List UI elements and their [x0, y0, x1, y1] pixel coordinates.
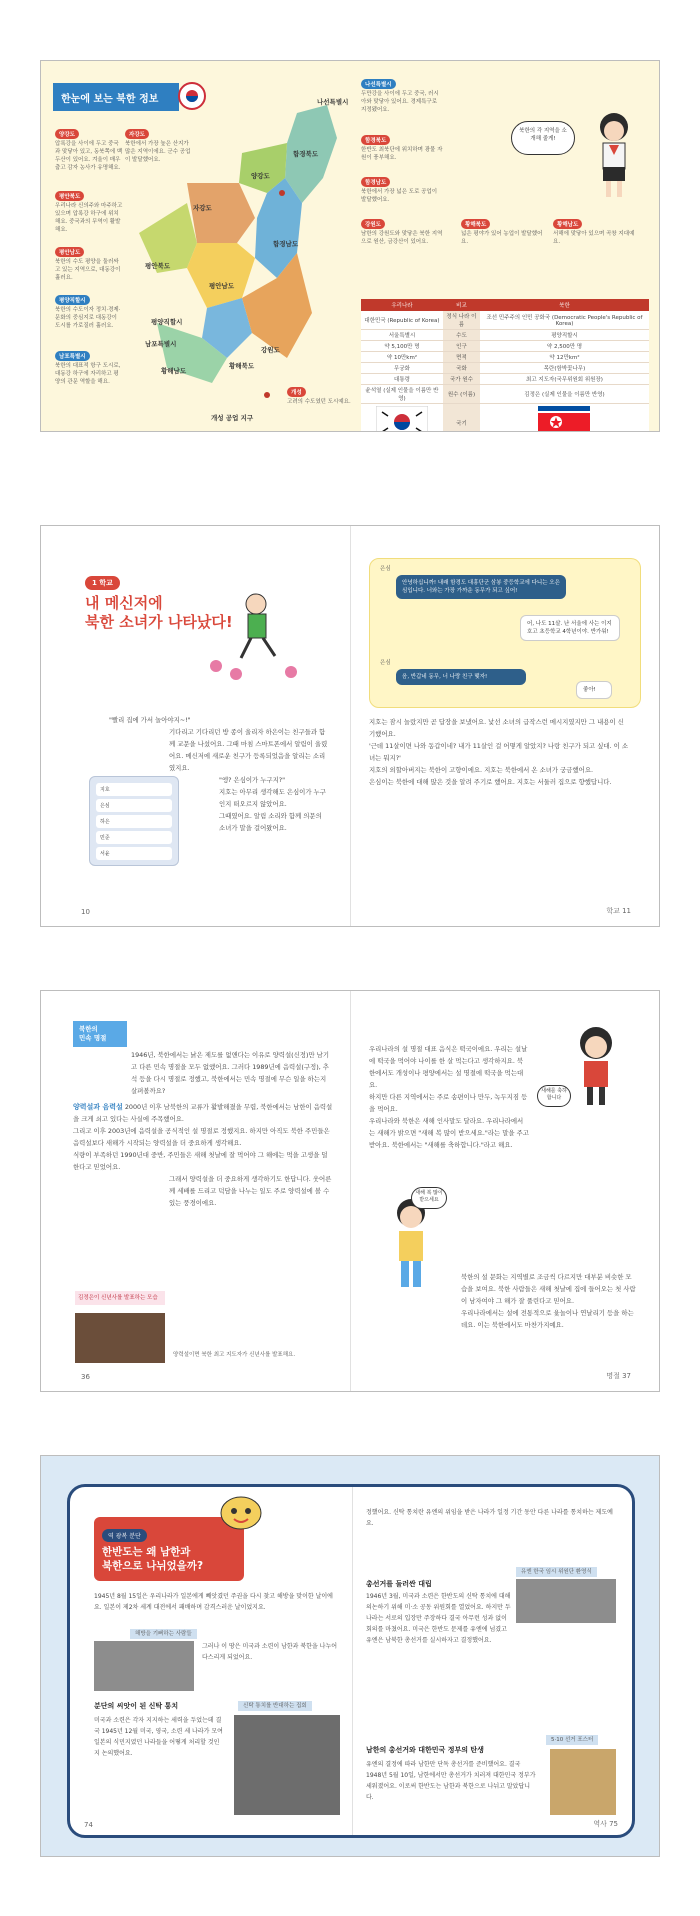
mascot-icon — [216, 1491, 266, 1531]
note-kangwon — [361, 211, 443, 246]
page-37 — [351, 991, 660, 1391]
page-10 — [41, 526, 351, 926]
article-text-right-lower — [461, 1271, 637, 1331]
note-tag: 평안북도 — [55, 191, 84, 201]
sub-heading: 남한의 총선거와 대한민국 정부의 탄생 — [366, 1746, 484, 1754]
paragraph: 지호는 잠시 놀랐지만 곧 답장을 보냈어요. 낯선 소녀의 급작스런 메시지였지만 그 내용이 신기했어요. — [369, 718, 624, 738]
book-frame — [67, 1484, 635, 1838]
map-label: 평양직할시 — [151, 318, 183, 326]
table-cell: 약 10만km² — [361, 352, 443, 363]
table-cell: 무궁화 — [361, 363, 443, 374]
page-36 — [41, 991, 351, 1391]
phone-screen — [89, 776, 179, 866]
table-row — [361, 385, 649, 404]
speech-photo — [75, 1313, 165, 1363]
table-cell: 원수 (이름) — [443, 385, 480, 404]
note-tag: 개성 — [287, 387, 306, 397]
paragraph: 2000년 이후 남북한의 교류가 활발해졌을 무렵, 북한에서는 남한이 음력설을 크게 쇠고 있다는 사실에 주목했어요. — [73, 1103, 333, 1123]
page-number: 명절 37 — [606, 1372, 631, 1380]
table-cell: 국화 — [443, 363, 480, 374]
note-pyongbuk — [55, 183, 123, 234]
note-tag: 강원도 — [361, 219, 385, 229]
section-tag-line1: 북한의 — [79, 1025, 98, 1033]
section-title-line1: 한반도는 왜 남한과 — [102, 1546, 191, 1558]
table-cell: 최고 지도자(국무위원회 위원장) — [480, 374, 649, 385]
paragraph: 유엔의 결정에 따라 남한만 단독 총선거를 준비했어요. 결국 1948년 5월 10일, 남한에서만 총선거가 치러져 대한민국 정부가 세워졌어요. 이로써 한반도는 남한과 북한으로 나뉘고 말았답니다. — [366, 1761, 536, 1801]
table-header-row — [361, 299, 649, 311]
caption: 유엔 한국 임시 위원단 환영식 — [516, 1567, 597, 1577]
map-label: 함경북도 — [293, 150, 319, 158]
map-label: 평안북도 — [145, 262, 171, 270]
note-text: 남한의 강원도와 맞닿은 북한 지역으로 원산, 금강산이 있어요. — [361, 231, 443, 245]
phone-list-item: 지호 — [96, 783, 172, 796]
spread-north-korea-info — [40, 60, 660, 432]
paragraph: 지호의 외할아버지는 북한이 고향이에요. 지호는 북한에서 온 소녀가 궁금했어요. — [369, 766, 594, 774]
speech-bubble: 북한의 각 지역을 소개해 줄게! — [511, 121, 575, 155]
table-row — [361, 374, 649, 385]
note-text: 두만강을 사이에 두고 중국, 러시아와 맞닿아 있어요. 경제특구로 지정됐어요. — [361, 91, 439, 113]
note-text: 넓은 평야가 있어 농업이 발달했어요. — [461, 231, 543, 245]
note-tag: 남포특별시 — [55, 351, 90, 361]
chat-sender: 은심 — [380, 566, 391, 572]
note-text: 압록강을 사이에 두고 중국과 맞닿아 있고, 동북쪽에 백두산이 있어요. 겨울이 매우 춥고 감자 농사가 유명해요. — [55, 141, 123, 171]
note-tag: 함경남도 — [361, 177, 390, 187]
kaesong-marker-icon — [264, 392, 270, 398]
intro-text-2: 그러나 이 땅은 미국과 소련이 남한과 북한을 나누어 다스리게 되었어요. — [202, 1643, 338, 1661]
note-nampo — [55, 343, 123, 386]
page-number: 74 — [84, 1821, 93, 1829]
note-tag: 황해북도 — [461, 219, 490, 229]
chat-bubble: 안녕하십니까! 내래 함경도 대흥단군 삼봉 중등학교에 다니는 오은심입니다. 너와는 가장 가까운 동무가 되고 싶어! — [396, 575, 566, 599]
caption: 신탁 통치를 반대하는 집회 — [238, 1701, 312, 1711]
comparison-table — [361, 299, 649, 432]
sub-heading: 양력설과 음력설 — [73, 1103, 123, 1111]
pink-note: 김정은이 신년사를 발표하는 모습 — [75, 1291, 165, 1305]
table-header: 비교 — [443, 299, 480, 311]
note-tag: 나선특별시 — [361, 79, 396, 89]
table-row-flags — [361, 404, 649, 433]
map-label: 남포특별시 — [145, 340, 177, 348]
note-text: 북한의 수도이자 정치·경제·문화의 중심지로 대동강이 도시를 가로질러 흘러요. — [55, 307, 121, 329]
note-kaesong — [287, 379, 357, 406]
table-cell: 인구 — [443, 341, 480, 352]
paragraph: 우리나라에서는 설에 전통적으로 윷놀이나 연날리기 등을 하는데요. 이는 북한에서도 마찬가지예요. — [461, 1309, 634, 1329]
chat-bubble: 음, 반갑네 동무, 너 나랑 친구 맺자! — [396, 669, 526, 685]
paragraph: 1946년 3월, 미국과 소련은 한반도의 신탁 통치에 대해 의논하기 위해 미·소 공동 위원회를 열었어요. 하지만 두 나라는 서로의 입장만 주장하다 결국 아무런 성과 없이 회의를 마쳤어요. 미국은 한반도 문제를 유엔에 넘겼고 유엔은 남북한 총선거를 실시하자고 결정했어요. — [366, 1593, 511, 1644]
table-cell: 국기 — [443, 404, 480, 433]
note-tag: 함경북도 — [361, 135, 390, 145]
table-cell: 조선 민주주의 인민 공화국 (Democratic People's Republic of Korea) — [480, 311, 649, 330]
section-badge: 역 광복 분단 — [102, 1529, 147, 1542]
phone-list-item: 민준 — [96, 831, 172, 844]
chat-bubble: 어, 나도 11살. 난 서울에 사는 이지호고 초등학교 4학년이야. 반가워! — [520, 615, 620, 641]
map-label: 나선특별시 — [317, 98, 349, 106]
map-label: 자강도 — [193, 204, 212, 212]
note-rason — [361, 71, 443, 114]
note-tag: 평안남도 — [55, 247, 84, 257]
map-label: 개성 공업 지구 — [211, 414, 254, 422]
note-pyongyang — [55, 287, 123, 330]
article-text-left — [73, 1049, 333, 1209]
table-cell: 약 2,500만 명 — [480, 341, 649, 352]
paragraph: 정했어요. 신탁 통치란 유엔의 위임을 받은 나라가 일정 기간 동안 다른 나라를 통치하는 제도예요. — [366, 1509, 613, 1527]
paragraph: 지호는 아무리 생각해도 은심이가 누구인지 떠오르지 않았어요. — [219, 788, 326, 808]
north-korea-flag-cell — [480, 404, 649, 433]
note-text: 고려의 수도였던 도시예요. — [287, 399, 351, 405]
map-label: 양강도 — [251, 172, 270, 180]
paragraph: 미국과 소련은 각자 지지하는 세력을 두었는데 결국 1945년 12월 미국, 영국, 소련 세 나라가 모여 일본의 식민지였던 나라들을 어떻게 처리할 것인지 논의했어요. — [94, 1717, 223, 1757]
map-label: 함경남도 — [273, 240, 299, 248]
table-header: 우리나라 — [361, 299, 443, 311]
note-text: 북한의 수도 평양을 둘러싸고 있는 지역으로, 대동강이 흘러요. — [55, 259, 121, 281]
map-label: 황해북도 — [229, 362, 255, 370]
caption: 5·10 선거 포스터 — [546, 1735, 598, 1745]
chapter-chip: 1 학교 — [85, 576, 120, 590]
spread-holiday — [40, 990, 660, 1392]
running-boy-illustration — [201, 586, 311, 686]
table-cell: 김정은 (실제 인물을 이름만 반영) — [480, 385, 649, 404]
phone-list-item: 서윤 — [96, 847, 172, 860]
page-number: 역사 75 — [593, 1820, 618, 1828]
south-korea-flag-cell — [361, 404, 443, 433]
north-korea-flag-icon — [538, 406, 590, 433]
map-label: 황해남도 — [161, 367, 187, 375]
region-jagang — [187, 183, 255, 243]
chapter-title-line1: 내 메신저에 — [85, 594, 163, 612]
page-fold — [352, 1487, 353, 1835]
election-poster-photo — [550, 1749, 616, 1815]
paragraph: 기다리고 기다리던 방 종이 울리자 하은이는 친구들과 함께 교문을 나섰어요. 그때 마침 스마트폰에서 알림이 울렸어요. 메신저에 새로운 친구가 등록되었음을 알리는 소리였지요. — [169, 728, 328, 772]
table-cell: 윤석열 (실제 인물을 이름만 반영) — [361, 385, 443, 404]
page-11 — [351, 526, 660, 926]
paragraph: 하지만 다른 지역에서는 주로 송편이나 만두, 녹두지짐 등을 먹어요. — [369, 1093, 528, 1113]
table-cell: 약 12만km² — [480, 352, 649, 363]
chat-sender: 은심 — [380, 660, 391, 666]
sub-heading: 총선거를 둘러싼 대립 — [366, 1580, 432, 1588]
note-text: 북한에서 가장 높은 산지가 많은 지역이에요. 군수 공업이 발달했어요. — [125, 141, 191, 163]
paragraph: 1946년, 북한에서는 낡은 제도를 없앤다는 이유로 양력설(신정)만 남기고 다른 민속 명절을 모두 없앴어요. 그러다 1989년에 음력설(구정), 추석 등을 다시 명절로 정했고, 북한에서는 민속 명절에 무슨 일을 하는지 살펴볼까요? — [131, 1051, 330, 1095]
intro-text: 1945년 8월 15일은 우리나라가 일본에게 빼앗겼던 주권을 다시 찾고 해방을 맞이한 날이에요. 일본이 제2차 세계 대전에서 패배하며 감격스러운 날이었지요. — [94, 1593, 333, 1611]
table-cell: 대한민국 (Republic of Korea) — [361, 311, 443, 330]
map-label: 강원도 — [261, 346, 280, 354]
table-header: 북한 — [480, 299, 649, 311]
spread-school — [40, 525, 660, 927]
table-cell: 면적 — [443, 352, 480, 363]
table-cell: 수도 — [443, 330, 480, 341]
note-hwangbuk — [461, 211, 543, 246]
note-text: 북한에서 가장 넓은 도로 공업이 발달했어요. — [361, 189, 438, 203]
guide-girl-illustration — [581, 107, 647, 201]
table-row — [361, 341, 649, 352]
phone-list-item: 하은 — [96, 815, 172, 828]
speech-bubble: 새해를 축하합니다 — [537, 1085, 571, 1107]
paragraph: 우리나라의 설 명절 대표 음식은 떡국이에요. 우리는 설날에 떡국을 먹어야 나이를 한 살 먹는다고 생각하지요. 북한에서도 개성이나 평양에서는 설 명절에 떡국을 먹는대요. — [369, 1045, 528, 1089]
story-text-right — [369, 716, 629, 788]
paragraph: 북한의 설 문화는 지역별로 조금씩 다르지만 대부분 비슷한 모습을 보여요. 북한 사람들은 새해 첫날에 집에 들어오는 첫 사람이 남자여야 그 해가 잘 풀린다고 믿어요. — [461, 1273, 636, 1305]
note-text: 북한의 대표적 항구 도시로, 대동강 하구에 자리하고 평양의 관문 역할을 해요. — [55, 363, 121, 385]
table-cell: 약 5,100만 명 — [361, 341, 443, 352]
note-text: 서해에 맞닿아 있으며 곡창 지대예요. — [553, 231, 635, 245]
note-tag: 자강도 — [125, 129, 149, 139]
table-cell: 목란(함박꽃나무) — [480, 363, 649, 374]
chapter-title-line2: 북한 소녀가 나타났다! — [85, 613, 233, 631]
page-number: 36 — [81, 1373, 90, 1381]
paragraph: "빨리 집에 가서 놀아야지~!" — [109, 716, 191, 724]
article-text-right — [369, 1043, 529, 1151]
speech-bubble: 새해 복 많이 받으세요 — [411, 1187, 447, 1209]
table-cell: 서울특별시 — [361, 330, 443, 341]
liberation-photo — [94, 1641, 194, 1691]
paragraph: '근데 11살이면 나와 동갑이네? 내가 11살인 걸 어떻게 알았지? 나랑 친구가 되고 싶대. 이 소녀는 뭐지?' — [369, 742, 628, 762]
paragraph: 은심이는 북한에 대해 많은 것을 알려 주기로 했어요. 지호는 서둘러 집으로 향했답니다. — [369, 778, 612, 786]
section-title-line2: 북한으로 나뉘었을까? — [102, 1560, 204, 1572]
protest-photo — [234, 1715, 340, 1815]
note-hwangnam — [553, 211, 635, 246]
map-label: 평안남도 — [209, 282, 235, 290]
paragraph: "엥? 은심이가 누구지?" — [219, 776, 286, 784]
sub-heading: 분단의 씨앗이 된 신탁 통치 — [94, 1702, 179, 1710]
note-text: 한반도 최북단에 위치하며 광물 자원이 풍부해요. — [361, 147, 443, 161]
photo-caption: 양력설이면 북한 최고 지도자가 신년사를 발표해요. — [173, 1352, 296, 1358]
note-text: 우리나라 신의주와 마주하고 있으며 압록강 하구에 위치해요. 중국과의 무역이 활발해요. — [55, 203, 123, 233]
table-row — [361, 311, 649, 330]
paragraph: 그리고 이후 2003년에 음력설을 공식적인 설 명절로 정했지요. 하지만 아직도 북한 주민들은 음력설보다 새해가 시작되는 양력설을 더 중요하게 생각해요. — [73, 1127, 330, 1147]
paragraph: 우리나라와 북한은 새해 인사말도 달라요. 우리나라에서는 새해가 밝으면 "새해 복 많이 받으세요."라는 말을 주고받아요. 북한에서는 "새해를 축하합니다."라고 해요. — [369, 1117, 529, 1149]
paragraph: 그래서 양력설을 더 중요하게 생각하기도 한답니다. 웃어른께 세배를 드리고 덕담을 나누는 일도 주로 양력설에 볼 수 있는 풍경이에요. — [169, 1175, 332, 1207]
paragraph: 식량이 부족하던 1990년대 중반, 주민들은 새해 첫날에 잘 먹어야 그 해에는 먹을 고생을 덜한다고 믿었어요. — [73, 1151, 328, 1171]
mountain-marker-icon — [279, 190, 285, 196]
table-row — [361, 363, 649, 374]
page-number: 학교 11 — [606, 907, 631, 915]
note-tag: 황해남도 — [553, 219, 582, 229]
phone-list-item: 은심 — [96, 799, 172, 812]
caption: 해방을 기뻐하는 사람들 — [130, 1629, 197, 1639]
south-korea-flag-icon — [376, 406, 428, 433]
banner-title: 한눈에 보는 북한 정보 — [53, 83, 179, 111]
paragraph: 그때였어요. 알림 소리와 함께 의문의 소녀가 말을 걸어왔어요. — [219, 812, 322, 832]
table-row — [361, 352, 649, 363]
section-tag — [73, 1021, 127, 1047]
page-number: 10 — [81, 908, 90, 916]
note-tag: 평양직할시 — [55, 295, 90, 305]
table-row — [361, 330, 649, 341]
chat-bubble: 좋아! — [576, 681, 612, 699]
section-tag-line2: 민속 명절 — [79, 1034, 107, 1042]
table-cell: 정식 나라 이름 — [443, 311, 480, 330]
table-cell: 대통령 — [361, 374, 443, 385]
note-hambuk — [361, 127, 443, 162]
note-tag: 양강도 — [55, 129, 79, 139]
note-pyongnam — [55, 239, 123, 282]
table-cell: 평양직할시 — [480, 330, 649, 341]
spread-history — [40, 1455, 660, 1857]
note-hamnam — [361, 169, 443, 204]
table-cell: 국가 원수 — [443, 374, 480, 385]
note-yanggang — [55, 121, 123, 172]
un-commission-photo — [516, 1579, 616, 1623]
